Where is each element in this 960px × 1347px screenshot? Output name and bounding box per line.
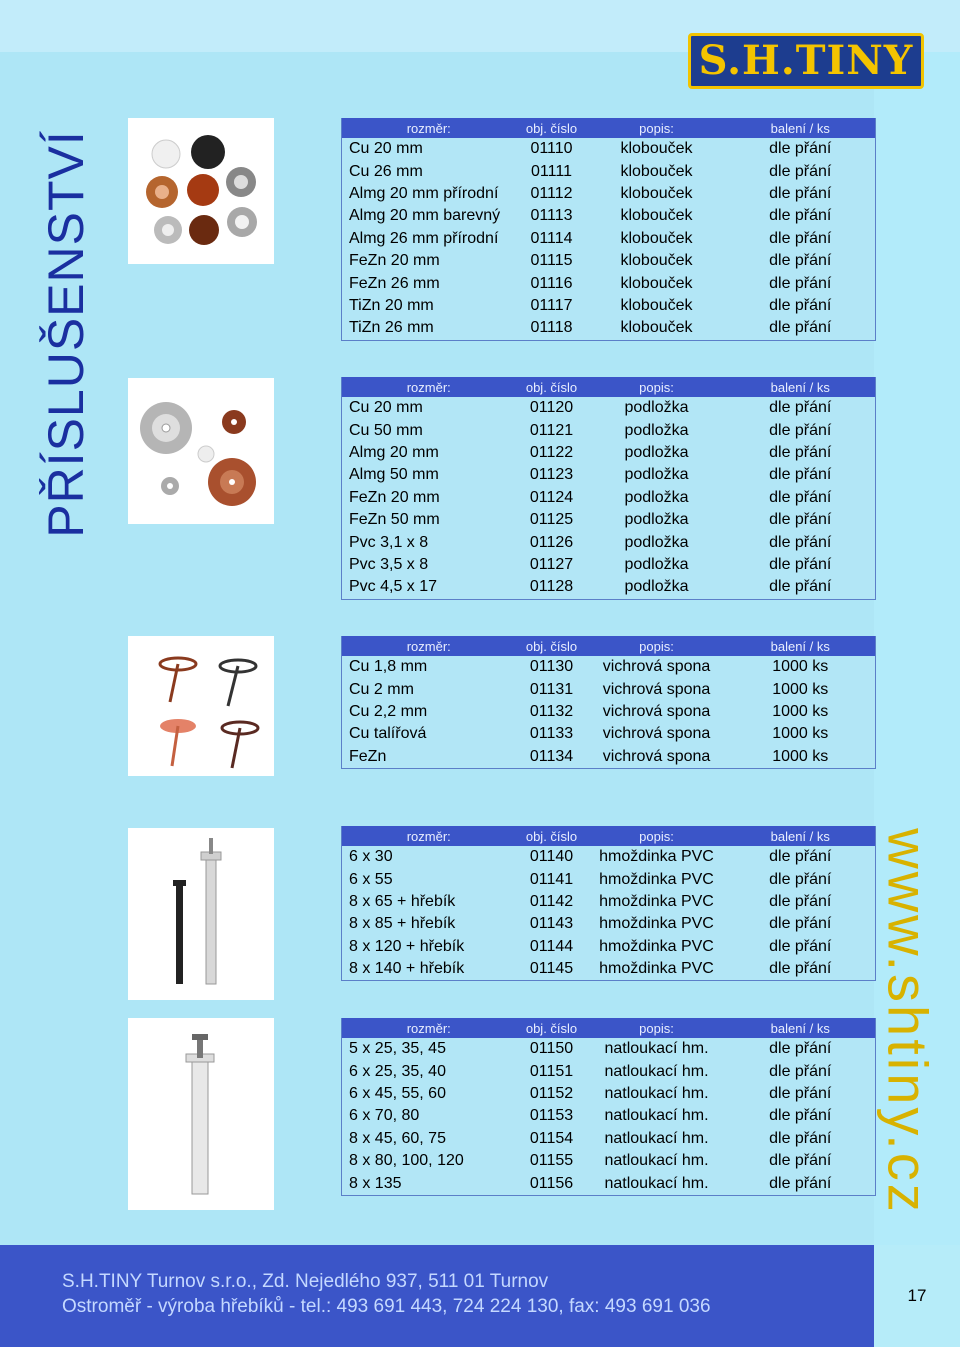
cell-code: 01144 xyxy=(529,937,574,955)
table-row xyxy=(342,228,876,250)
cell-size: Almg 20 mm barevný xyxy=(349,207,501,225)
cell-desc: podložka xyxy=(588,576,726,599)
cell-size: FeZn 50 mm xyxy=(349,511,440,529)
product-table-washers xyxy=(341,377,876,600)
cell-desc: vichrová spona xyxy=(588,746,726,769)
cell-size: Cu talířová xyxy=(349,725,427,743)
cell-code: 01134 xyxy=(516,746,588,769)
table-row xyxy=(342,846,876,868)
cell-size: 8 x 120 + hřebík xyxy=(349,937,465,955)
cell-pack: dle přání xyxy=(769,466,832,484)
cell-code: 01131 xyxy=(529,680,574,698)
cell-pack: dle přání xyxy=(769,296,832,314)
cell-desc: vichrová spona xyxy=(602,725,711,743)
cell-pack: dle přání xyxy=(769,937,832,955)
cell-size: 8 x 135 xyxy=(342,1172,516,1195)
cell-desc: vichrová spona xyxy=(602,680,711,698)
cell-size: Pvc 3,1 x 8 xyxy=(349,533,429,551)
table-row xyxy=(342,205,876,227)
cell-size: Pvc 3,5 x 8 xyxy=(349,555,429,573)
cell-code: 01128 xyxy=(516,576,588,599)
cell-pack: dle přání xyxy=(769,274,832,292)
table-header xyxy=(342,826,876,846)
cell-code: 01121 xyxy=(529,421,574,439)
photo-wind-clips xyxy=(128,636,274,776)
cell-desc: podložka xyxy=(624,533,689,551)
cell-pack: dle přání xyxy=(769,252,832,270)
cell-desc: natloukací hm. xyxy=(604,1152,709,1170)
table-header xyxy=(342,118,876,138)
cell-code: 01116 xyxy=(530,274,573,292)
cell-pack: dle přání xyxy=(769,207,832,225)
table-row xyxy=(342,958,876,981)
table-row xyxy=(342,464,876,486)
cell-code: 01130 xyxy=(529,658,574,676)
cell-code: 01124 xyxy=(529,488,574,506)
footer xyxy=(0,1245,874,1347)
cell-code: 01113 xyxy=(530,207,573,225)
cell-code: 01155 xyxy=(529,1152,574,1170)
cell-code: 01117 xyxy=(530,296,573,314)
cell-size: 8 x 45, 60, 75 xyxy=(349,1129,446,1147)
cell-code: 01125 xyxy=(529,511,574,529)
cell-size: FeZn 20 mm xyxy=(349,252,440,270)
photo-hammer-dowels xyxy=(128,1018,274,1210)
cell-code: 01112 xyxy=(530,184,573,202)
cell-code: 01150 xyxy=(529,1040,574,1058)
logo-text: S.H.TINY xyxy=(698,37,914,84)
product-table-caps xyxy=(341,118,876,341)
cell-pack: dle přání xyxy=(769,488,832,506)
cell-pack: dle přání xyxy=(769,140,832,158)
table-row xyxy=(342,138,876,160)
cell-pack: dle přání xyxy=(769,399,832,417)
col-desc-header: popis: xyxy=(588,118,726,138)
cell-pack: 1000 ks xyxy=(772,658,829,676)
cell-code: 01152 xyxy=(529,1084,574,1102)
col-desc-header: popis: xyxy=(588,1018,726,1038)
table-row xyxy=(342,183,876,205)
cell-pack: 1000 ks xyxy=(772,725,829,743)
cell-desc: natloukací hm. xyxy=(604,1129,709,1147)
cell-desc: podložka xyxy=(624,488,689,506)
cell-desc: klobouček xyxy=(620,229,693,247)
cell-pack: dle přání xyxy=(769,1040,832,1058)
table-row xyxy=(342,701,876,723)
col-pack-header: balení / ks xyxy=(726,1018,876,1038)
cell-desc: klobouček xyxy=(620,207,693,225)
cell-pack: 1000 ks xyxy=(772,680,829,698)
table-row xyxy=(342,442,876,464)
cell-size: Cu 2,2 mm xyxy=(349,702,428,720)
footer-address: S.H.TINY Turnov s.r.o., Zd. Nejedlého 937, 511 01 Turnov xyxy=(62,1271,549,1292)
cell-desc: natloukací hm. xyxy=(604,1084,709,1102)
photo-caps xyxy=(128,118,274,264)
cell-pack: 1000 ks xyxy=(726,746,876,769)
table-row xyxy=(342,317,876,340)
table-row xyxy=(342,1172,876,1195)
cell-code: 01126 xyxy=(529,533,574,551)
cell-size: Almg 26 mm přírodní xyxy=(349,229,499,247)
cell-desc: natloukací hm. xyxy=(588,1172,726,1195)
photo-pvc-dowels xyxy=(128,828,274,1000)
cell-pack: dle přání xyxy=(769,892,832,910)
photo-washers xyxy=(128,378,274,524)
cell-code: 01118 xyxy=(516,317,588,340)
cell-size: Pvc 4,5 x 17 xyxy=(342,576,516,599)
cell-size: 6 x 70, 80 xyxy=(349,1107,420,1125)
col-desc-header: popis: xyxy=(588,636,726,656)
cell-size: Almg 20 mm přírodní xyxy=(349,184,499,202)
cell-desc: klobouček xyxy=(620,162,693,180)
cell-code: 01154 xyxy=(529,1129,574,1147)
cell-code: 01140 xyxy=(529,848,574,866)
col-code-header: obj. číslo xyxy=(516,377,588,397)
cell-size: 8 x 80, 100, 120 xyxy=(349,1152,464,1170)
col-size-header: rozměr: xyxy=(342,1018,516,1038)
cell-desc: podložka xyxy=(624,466,689,484)
cell-code: 01122 xyxy=(529,443,574,461)
cell-size: 6 x 30 xyxy=(349,848,393,866)
cell-pack: dle přání xyxy=(769,848,832,866)
col-pack-header: balení / ks xyxy=(726,826,876,846)
cell-pack: dle přání xyxy=(769,421,832,439)
cell-desc: klobouček xyxy=(620,184,693,202)
col-pack-header: balení / ks xyxy=(726,118,876,138)
cell-desc: natloukací hm. xyxy=(604,1040,709,1058)
cell-pack: dle přání xyxy=(769,870,832,888)
table-header xyxy=(342,636,876,656)
cell-pack: dle přání xyxy=(769,555,832,573)
cell-code: 01145 xyxy=(516,958,588,981)
table-row xyxy=(342,397,876,419)
product-table-hammer-dowels xyxy=(341,1018,876,1196)
table-row xyxy=(342,678,876,700)
cell-size: Cu 26 mm xyxy=(349,162,423,180)
cell-code: 01133 xyxy=(529,725,574,743)
product-table-pvc-dowels xyxy=(341,826,876,981)
cell-code: 01151 xyxy=(529,1062,574,1080)
cell-code: 01110 xyxy=(530,140,573,158)
table-row xyxy=(342,1038,876,1060)
website-url xyxy=(876,808,940,1234)
table-row xyxy=(342,723,876,745)
cell-code: 01142 xyxy=(529,892,574,910)
table-row xyxy=(342,1150,876,1172)
cell-size: Almg 50 mm xyxy=(349,466,439,484)
cell-pack: dle přání xyxy=(726,1172,876,1195)
cell-desc: klobouček xyxy=(620,252,693,270)
cell-desc: klobouček xyxy=(588,317,726,340)
cell-size: 6 x 55 xyxy=(349,870,393,888)
col-size-header: rozměr: xyxy=(342,377,516,397)
cell-pack: dle přání xyxy=(769,1129,832,1147)
cell-pack: dle přání xyxy=(769,443,832,461)
cell-code: 01156 xyxy=(516,1172,588,1195)
cell-pack: dle přání xyxy=(769,1062,832,1080)
table-row xyxy=(342,891,876,913)
website-url-text: www.shtiny.cz xyxy=(876,827,940,1215)
cell-code: 01115 xyxy=(530,252,573,270)
company-logo xyxy=(688,33,924,89)
cell-pack: dle přání xyxy=(769,1084,832,1102)
cell-size: Almg 20 mm xyxy=(349,443,439,461)
cell-size: 8 x 85 + hřebík xyxy=(349,915,456,933)
cell-pack: dle přání xyxy=(769,229,832,247)
cell-desc: podložka xyxy=(624,443,689,461)
cell-code: 01120 xyxy=(529,399,574,417)
table-row xyxy=(342,1105,876,1127)
cell-pack: dle přání xyxy=(769,533,832,551)
cell-size: Cu 50 mm xyxy=(349,421,423,439)
col-size-header: rozměr: xyxy=(342,826,516,846)
cell-code: 01153 xyxy=(529,1107,574,1125)
table-row xyxy=(342,250,876,272)
page-number: 17 xyxy=(874,1245,960,1347)
cell-code: 01141 xyxy=(529,870,574,888)
cell-desc: natloukací hm. xyxy=(604,1107,709,1125)
col-code-header: obj. číslo xyxy=(516,636,588,656)
cell-desc: natloukací hm. xyxy=(604,1062,709,1080)
cell-size: 8 x 140 + hřebík xyxy=(342,958,516,981)
cell-size: TiZn 20 mm xyxy=(349,296,434,314)
cell-size: Cu 20 mm xyxy=(349,140,423,158)
cell-size: Cu 1,8 mm xyxy=(349,658,428,676)
col-code-header: obj. číslo xyxy=(516,118,588,138)
cell-desc: hmoždinka PVC xyxy=(599,848,714,866)
cell-desc: podložka xyxy=(624,399,689,417)
cell-desc: klobouček xyxy=(620,274,693,292)
section-title xyxy=(40,118,92,550)
cell-desc: hmoždinka PVC xyxy=(599,915,714,933)
cell-pack: dle přání xyxy=(769,511,832,529)
table-row xyxy=(342,936,876,958)
table-header xyxy=(342,1018,876,1038)
cell-code: 01114 xyxy=(530,229,573,247)
footer-contacts: Ostroměř - výroba hřebíků - tel.: 493 691 443, 724 224 130, fax: 493 691 036 xyxy=(62,1296,711,1317)
col-desc-header: popis: xyxy=(588,377,726,397)
table-row xyxy=(342,509,876,531)
cell-pack: dle přání xyxy=(769,1107,832,1125)
cell-code: 01123 xyxy=(529,466,574,484)
cell-size: Cu 20 mm xyxy=(349,399,423,417)
cell-size: FeZn 26 mm xyxy=(349,274,440,292)
product-table-wind-clips xyxy=(341,636,876,769)
cell-size: FeZn xyxy=(342,746,516,769)
table-row xyxy=(342,656,876,678)
cell-desc: hmoždinka PVC xyxy=(599,870,714,888)
table-row xyxy=(342,913,876,935)
cell-desc: klobouček xyxy=(620,140,693,158)
table-row xyxy=(342,1060,876,1082)
table-row xyxy=(342,295,876,317)
cell-size: FeZn 20 mm xyxy=(349,488,440,506)
cell-code: 01132 xyxy=(529,702,574,720)
table-row xyxy=(342,531,876,553)
cell-desc: podložka xyxy=(624,511,689,529)
col-pack-header: balení / ks xyxy=(726,636,876,656)
cell-desc: hmoždinka PVC xyxy=(599,892,714,910)
cell-pack: dle přání xyxy=(769,184,832,202)
cell-size: 6 x 25, 35, 40 xyxy=(349,1062,446,1080)
cell-desc: vichrová spona xyxy=(602,658,711,676)
cell-code: 01127 xyxy=(529,555,574,573)
cell-size: 8 x 65 + hřebík xyxy=(349,892,456,910)
cell-code: 01143 xyxy=(529,915,574,933)
cell-pack: dle přání xyxy=(726,317,876,340)
cell-code: 01111 xyxy=(531,162,572,180)
table-header xyxy=(342,377,876,397)
cell-size: 5 x 25, 35, 45 xyxy=(349,1040,446,1058)
cell-size: TiZn 26 mm xyxy=(342,317,516,340)
cell-size: Cu 2 mm xyxy=(349,680,414,698)
table-row xyxy=(342,272,876,294)
cell-desc: podložka xyxy=(624,421,689,439)
table-row xyxy=(342,576,876,599)
table-row xyxy=(342,419,876,441)
cell-size: 6 x 45, 55, 60 xyxy=(349,1084,446,1102)
section-title-text: PŘÍSLUŠENSTVÍ xyxy=(38,130,94,538)
table-row xyxy=(342,554,876,576)
table-row xyxy=(342,160,876,182)
table-row xyxy=(342,868,876,890)
col-pack-header: balení / ks xyxy=(726,377,876,397)
table-row xyxy=(342,746,876,769)
cell-desc: hmoždinka PVC xyxy=(599,937,714,955)
col-code-header: obj. číslo xyxy=(516,1018,588,1038)
col-desc-header: popis: xyxy=(588,826,726,846)
table-row xyxy=(342,1083,876,1105)
cell-pack: dle přání xyxy=(726,958,876,981)
cell-desc: hmoždinka PVC xyxy=(588,958,726,981)
cell-pack: 1000 ks xyxy=(772,702,829,720)
col-size-header: rozměr: xyxy=(342,118,516,138)
cell-desc: vichrová spona xyxy=(602,702,711,720)
table-row xyxy=(342,1128,876,1150)
cell-desc: klobouček xyxy=(620,296,693,314)
cell-pack: dle přání xyxy=(726,576,876,599)
col-size-header: rozměr: xyxy=(342,636,516,656)
cell-pack: dle přání xyxy=(769,915,832,933)
col-code-header: obj. číslo xyxy=(516,826,588,846)
table-row xyxy=(342,487,876,509)
cell-pack: dle přání xyxy=(769,1152,832,1170)
cell-pack: dle přání xyxy=(769,162,832,180)
cell-desc: podložka xyxy=(624,555,689,573)
